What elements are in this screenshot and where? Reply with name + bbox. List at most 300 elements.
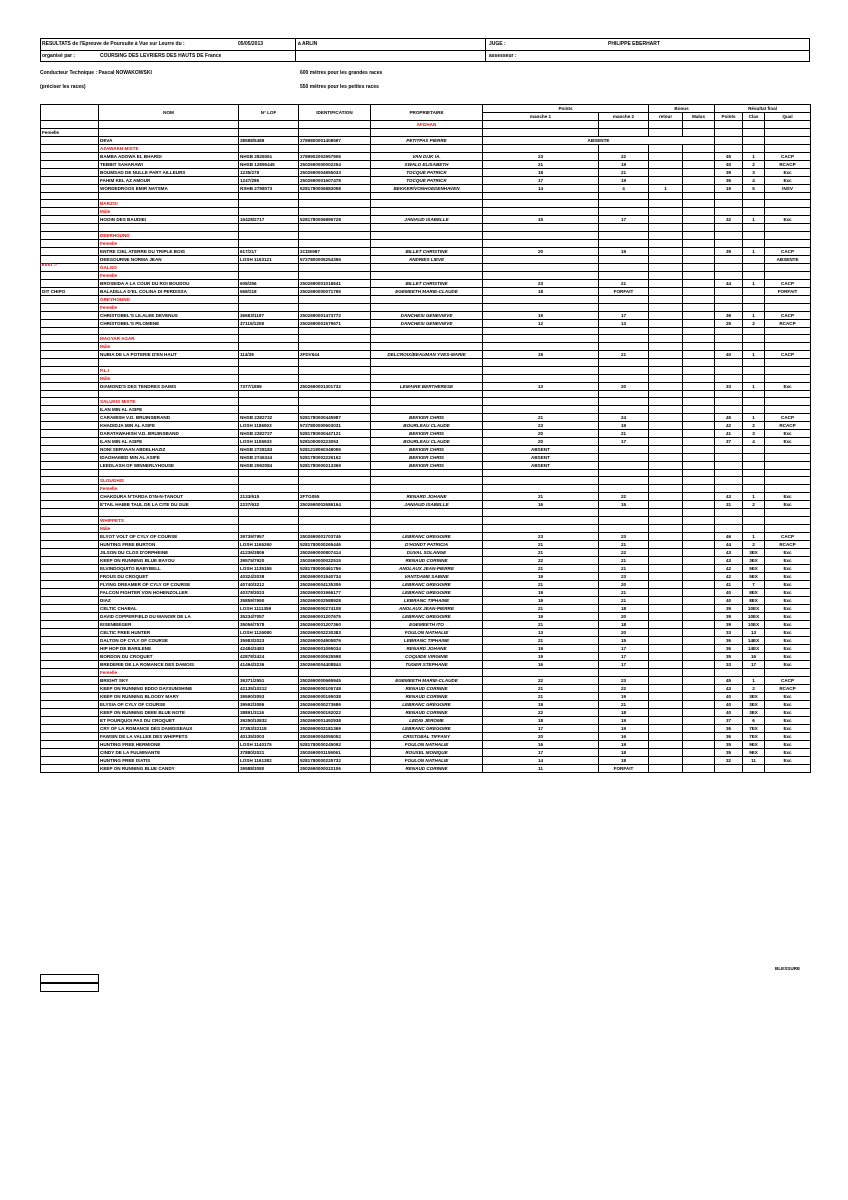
empty-cell [683, 208, 715, 216]
qualification: Exc [765, 756, 811, 764]
qualification [765, 462, 811, 470]
final-points: 45 [715, 153, 743, 161]
manche1-score: 21 [483, 580, 599, 588]
qualification: Exc [765, 700, 811, 708]
identification: 2CDE987 [299, 247, 371, 255]
empty-cell [299, 516, 371, 524]
dog-name [99, 129, 239, 137]
table-row [41, 493, 811, 501]
malus [683, 540, 715, 548]
empty-cell [599, 359, 649, 366]
empty-cell [483, 359, 599, 366]
retour-bonus [649, 153, 683, 161]
qualification: FORFAIT [765, 287, 811, 295]
classement: 7EX [743, 724, 765, 732]
empty-cell [683, 470, 715, 477]
empty-cell [765, 668, 811, 676]
owner-name: VAN DIJK IA. [371, 153, 483, 161]
qualification: Exc [765, 724, 811, 732]
empty-cell [239, 327, 299, 334]
empty-cell [599, 477, 649, 485]
empty-cell [715, 398, 743, 406]
empty-cell [649, 390, 683, 397]
empty-cell [371, 524, 483, 532]
manche1-score: 19 [483, 612, 599, 620]
final-points [715, 764, 743, 772]
qualification: CACP [765, 532, 811, 540]
lof-number: NHSB 2282732 [239, 414, 299, 422]
empty-cell [483, 485, 599, 493]
dog-name: DIAMOND'S DES TENDRES DAIMS [99, 382, 239, 390]
qualification: CACP [765, 311, 811, 319]
dog-name: DEEGOURNE NORMA JEAN [99, 255, 239, 263]
spacer-row [41, 193, 811, 200]
owner-name: EGEMEETH MARIE-CLAUDE [371, 287, 483, 295]
identification: 5281780002226162 [299, 454, 371, 462]
lof-number: 1235/278 [239, 169, 299, 177]
empty-cell [715, 239, 743, 247]
row-prefix [41, 177, 99, 185]
empty-cell [765, 524, 811, 532]
absent-status: ABSENTE [483, 137, 715, 145]
retour-bonus [649, 540, 683, 548]
identification: 2FTG055 [299, 493, 371, 501]
empty-cell [99, 327, 239, 334]
sex-heading-row [41, 303, 811, 311]
breed-heading-row [41, 231, 811, 239]
lof-number: 1247/286 [239, 177, 299, 185]
identification: 2502690000022515 [299, 556, 371, 564]
owner-name: BOURLEAU CLAUDE [371, 422, 483, 430]
row-prefix [41, 169, 99, 177]
manche2-score: 21 [599, 351, 649, 359]
manche1-score: 14 [483, 756, 599, 764]
empty-cell [765, 327, 811, 334]
final-points: 40 [715, 700, 743, 708]
row-prefix [41, 438, 99, 446]
qualification: RCACP [765, 684, 811, 692]
manche1-score: 16 [483, 740, 599, 748]
owner-name: DUVAL SOLANGE [371, 548, 483, 556]
final-points: 37 [715, 716, 743, 724]
identification: 2502690001207675 [299, 612, 371, 620]
table-row [41, 430, 811, 438]
empty-cell [683, 200, 715, 208]
lof-number: 2133/615 [239, 493, 299, 501]
empty-cell [239, 239, 299, 247]
malus [683, 216, 715, 224]
empty-cell [765, 121, 811, 129]
empty-cell [765, 200, 811, 208]
row-prefix [41, 708, 99, 716]
empty-cell [239, 121, 299, 129]
final-points [715, 287, 743, 295]
manche1-score: 20 [483, 247, 599, 255]
lof-number: 37115/1208 [239, 319, 299, 327]
retour-bonus [649, 612, 683, 620]
row-prefix [41, 501, 99, 509]
breed-heading-row [41, 516, 811, 524]
final-points: 40 [715, 596, 743, 604]
manche1-score: 20 [483, 438, 599, 446]
final-points: 43 [715, 548, 743, 556]
results-table [40, 104, 811, 773]
manche2-score: 20 [599, 612, 649, 620]
empty-cell [371, 239, 483, 247]
empty-cell [715, 374, 743, 382]
qualification: Exc [765, 660, 811, 668]
retour-bonus [649, 438, 683, 446]
malus [683, 153, 715, 161]
row-prefix [41, 628, 99, 636]
table-row [41, 708, 811, 716]
dog-name: CARAMISH V.D. BRUINSBRAND [99, 414, 239, 422]
empty-cell [765, 295, 811, 303]
qualification: Exc [765, 708, 811, 716]
empty-cell [99, 193, 239, 200]
empty-cell [683, 524, 715, 532]
classement: 10EX [743, 604, 765, 612]
owner-name: EGEMEETH MARIE-CLAUDE [371, 676, 483, 684]
final-points: 36 [715, 732, 743, 740]
manche1-score: 21 [483, 604, 599, 612]
empty-cell [371, 335, 483, 343]
manche1-score: 19 [483, 596, 599, 604]
empty-cell [483, 303, 599, 311]
manche1-score: 21 [483, 564, 599, 572]
retour-bonus [649, 532, 683, 540]
retour-bonus [649, 636, 683, 644]
header-judge-name: PHILIPPE EBERHART [608, 41, 660, 47]
classement: 2 [743, 161, 765, 169]
header-divider-1 [40, 50, 810, 51]
empty-cell [715, 366, 743, 374]
empty-cell [649, 239, 683, 247]
owner-name: BILLET CHRISTINE [371, 247, 483, 255]
table-row [41, 446, 811, 454]
table-row [41, 676, 811, 684]
empty-cell [483, 398, 599, 406]
retour-bonus [649, 620, 683, 628]
identification: 5281780000213369 [299, 462, 371, 470]
final-points: 43 [715, 684, 743, 692]
empty-cell [239, 200, 299, 208]
retour-bonus [649, 716, 683, 724]
final-points: 35 [715, 652, 743, 660]
dog-name: ET POURQUOI PAS DU CROQUET [99, 716, 239, 724]
row-prefix [41, 462, 99, 470]
owner-name: VANTDAME SABINE [371, 572, 483, 580]
row-prefix [41, 216, 99, 224]
row-prefix [41, 343, 99, 351]
lof-number: 114/38 [239, 351, 299, 359]
col-retour: retour [649, 113, 683, 121]
col-nom: NOM [99, 105, 239, 121]
empty-cell [483, 295, 599, 303]
row-prefix [41, 732, 99, 740]
empty-cell [239, 335, 299, 343]
table-row [41, 764, 811, 772]
malus [683, 636, 715, 644]
owner-name: RENARD JOHANE [371, 644, 483, 652]
identification: 2502690000665945 [299, 676, 371, 684]
identification: 2502690001703746 [299, 532, 371, 540]
classement: 3 [743, 430, 765, 438]
classement: 1 [743, 532, 765, 540]
header-divider-2 [295, 38, 296, 62]
classement: 5EX [743, 572, 765, 580]
empty-cell [743, 263, 765, 271]
malus [683, 564, 715, 572]
sex-label: Femelle [99, 303, 239, 311]
dog-name: DIAZ [99, 596, 239, 604]
manche2-score: 22 [599, 548, 649, 556]
empty-cell [483, 231, 599, 239]
owner-name: LEBRANC TIPHAINE [371, 596, 483, 604]
manche1-score: ABSENT [483, 446, 599, 454]
sex-heading-row [41, 668, 811, 676]
empty-cell [299, 366, 371, 374]
lof-number: LOSH 1135155 [239, 564, 299, 572]
row-prefix [41, 620, 99, 628]
empty-cell [483, 509, 599, 516]
owner-name: ANDRIES LIEVE [371, 255, 483, 263]
lof-number: 42484/3483 [239, 644, 299, 652]
identification: 5281780006883058 [299, 185, 371, 193]
breed-name-centered: AFGHAN [371, 121, 483, 129]
classement: 3EX [743, 708, 765, 716]
table-row [41, 692, 811, 700]
manche2-score: 17 [599, 660, 649, 668]
row-prefix [41, 239, 99, 247]
empty-cell [99, 359, 239, 366]
empty-cell [743, 200, 765, 208]
empty-cell [683, 477, 715, 485]
empty-cell [299, 509, 371, 516]
empty-cell [483, 121, 599, 129]
final-points: 36 [715, 724, 743, 732]
empty-cell [743, 398, 765, 406]
empty-cell [239, 470, 299, 477]
empty-cell [743, 335, 765, 343]
retour-bonus [649, 764, 683, 772]
row-prefix [41, 740, 99, 748]
row-prefix [41, 366, 99, 374]
empty-cell [743, 509, 765, 516]
dog-name: ELYOT VOLT OF CYLY OF COURSE [99, 532, 239, 540]
identification: 2502690000273686 [299, 700, 371, 708]
manche1-score: 16 [483, 501, 599, 509]
owner-name: BEKKER CHRIS [371, 446, 483, 454]
manche1-score: 20 [483, 732, 599, 740]
final-points [715, 462, 743, 470]
empty-cell [599, 231, 649, 239]
row-prefix [41, 185, 99, 193]
results-body [41, 121, 811, 773]
empty-cell [765, 239, 811, 247]
empty-cell [483, 208, 599, 216]
malus [683, 692, 715, 700]
classement: 7EX [743, 732, 765, 740]
row-prefix [41, 540, 99, 548]
identification: 2502690001492938 [299, 716, 371, 724]
classement: 3EX [743, 556, 765, 564]
row-prefix [41, 572, 99, 580]
empty-cell [299, 303, 371, 311]
row-prefix [41, 756, 99, 764]
empty-cell [649, 145, 683, 153]
identification: 2502690001018641 [299, 279, 371, 287]
classement: 4 [743, 438, 765, 446]
owner-name: LEBRANC GREGOIRE [371, 724, 483, 732]
owner-name: RENAUD CORINNE [371, 764, 483, 772]
retour-bonus [649, 652, 683, 660]
lof-number: 41494/3236 [239, 660, 299, 668]
identification: 2502690002181369 [299, 724, 371, 732]
row-prefix [41, 335, 99, 343]
row-prefix [41, 684, 99, 692]
empty-cell [683, 303, 715, 311]
retour-bonus [649, 414, 683, 422]
final-points [715, 406, 743, 414]
qualification: CACP [765, 247, 811, 255]
empty-cell [239, 485, 299, 493]
final-points [715, 137, 743, 145]
identification: 2502690001540734 [299, 572, 371, 580]
qualification [765, 764, 811, 772]
dog-name: FROUS DU CROQUET [99, 572, 239, 580]
manche2-score: 21 [599, 588, 649, 596]
manche2-score [599, 454, 649, 462]
table-row [41, 137, 811, 145]
empty-cell [41, 390, 99, 397]
malus [683, 716, 715, 724]
retour-bonus [649, 596, 683, 604]
row-prefix [41, 668, 99, 676]
empty-cell [715, 193, 743, 200]
empty-cell [299, 200, 371, 208]
retour-bonus [649, 700, 683, 708]
sex-label: Femelle [99, 668, 239, 676]
lof-number: 36683/1197 [239, 311, 299, 319]
dog-name: KEEP ON RUNNING BLUE BAYOU [99, 556, 239, 564]
identification [299, 129, 371, 137]
row-prefix [41, 454, 99, 462]
classement: 8EX [743, 596, 765, 604]
malus [683, 676, 715, 684]
lof-number: NHSB 2728183 [239, 446, 299, 454]
retour-bonus [649, 161, 683, 169]
table-row [41, 596, 811, 604]
retour-bonus [649, 462, 683, 470]
row-prefix [41, 700, 99, 708]
empty-cell [743, 366, 765, 374]
retour-bonus [649, 588, 683, 596]
empty-cell [239, 516, 299, 524]
manche1-score: 20 [483, 430, 599, 438]
dog-name: FLYING DREAMER OF CYLY OF COURSE [99, 580, 239, 588]
identification: 2502690004055052 [299, 732, 371, 740]
identification: 5281780000461756 [299, 564, 371, 572]
empty-cell [715, 121, 743, 129]
empty-cell [239, 477, 299, 485]
retour-bonus [649, 287, 683, 295]
final-points [715, 446, 743, 454]
empty-cell [743, 303, 765, 311]
empty-cell [599, 224, 649, 231]
malus [683, 644, 715, 652]
sex-label: Femelle [99, 485, 239, 493]
manche2-score: 20 [599, 580, 649, 588]
dog-name: ELYSIA OF CYLY OF COURSE [99, 700, 239, 708]
identification: 2789902002957906 [299, 153, 371, 161]
dog-name: WORDEDROOS EMIR NATSMA [99, 185, 239, 193]
empty-cell [371, 509, 483, 516]
owner-name: DANCHESI GENEVIEVE [371, 311, 483, 319]
lof-number: 568/218 [239, 287, 299, 295]
table-row [41, 247, 811, 255]
final-points: 43 [715, 493, 743, 501]
final-points [715, 255, 743, 263]
identification: 2789800001408597 [299, 137, 371, 145]
lof-number: LOSH 1163121 [239, 255, 299, 263]
dog-name: CHRISTOBEL'S PILOMENE [99, 319, 239, 327]
empty-cell [299, 239, 371, 247]
sex-heading-row [41, 343, 811, 351]
retour-bonus [649, 501, 683, 509]
owner-name: BILLET CHRISTINE [371, 279, 483, 287]
breed-name: WHIPPETS [99, 516, 239, 524]
qualification: Exc [765, 732, 811, 740]
identification: 2502690001473772 [299, 311, 371, 319]
row-prefix [41, 532, 99, 540]
lof-number: 39592/3086 [239, 700, 299, 708]
identification: 2502690002686164 [299, 501, 371, 509]
classement: 2 [743, 684, 765, 692]
dog-name: DEVA [99, 137, 239, 145]
classement: 3EX [743, 692, 765, 700]
table-row [41, 636, 811, 644]
empty-cell [683, 327, 715, 334]
header-date: 05/05/2013 [238, 41, 264, 47]
empty-cell [99, 224, 239, 231]
malus [683, 169, 715, 177]
manche1-score: 21 [483, 548, 599, 556]
row-prefix: Femelle [41, 129, 99, 137]
empty-cell [599, 121, 649, 129]
owner-name: ROUXEL MONIQUE [371, 748, 483, 756]
row-prefix [41, 351, 99, 359]
row-prefix [41, 374, 99, 382]
classement: 9EX [743, 748, 765, 756]
retour-bonus [649, 660, 683, 668]
empty-cell [299, 327, 371, 334]
classement: 1 [743, 247, 765, 255]
empty-cell [715, 668, 743, 676]
retour-bonus [649, 708, 683, 716]
final-points: 39 [715, 620, 743, 628]
malus [683, 462, 715, 470]
empty-cell [683, 366, 715, 374]
marker-arrow: nnnn :- [40, 262, 57, 268]
row-prefix [41, 564, 99, 572]
qualification: Exc [765, 636, 811, 644]
lof-number: 37353/32118 [239, 724, 299, 732]
row-prefix [41, 652, 99, 660]
lof-number: LOSH 1161382 [239, 756, 299, 764]
owner-name [371, 129, 483, 137]
table-row [41, 129, 811, 137]
